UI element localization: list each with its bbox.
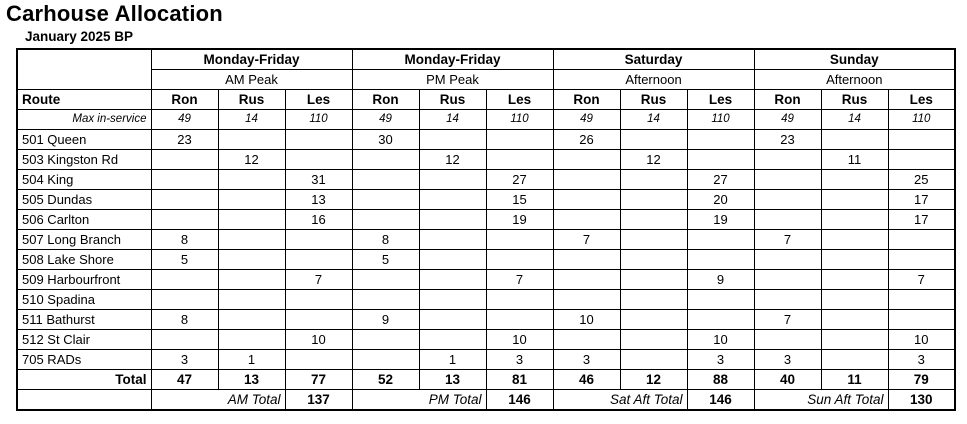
allocation-cell: 17 [888, 190, 955, 210]
allocation-cell [352, 170, 419, 190]
am-total-value: 137 [285, 390, 352, 411]
total-row-label: Total [17, 370, 151, 390]
allocation-cell [486, 290, 553, 310]
max-in-service-value: 49 [151, 110, 218, 130]
carhouse-header: Les [888, 90, 955, 110]
allocation-cell [620, 290, 687, 310]
max-in-service-value: 14 [821, 110, 888, 130]
carhouse-header: Rus [620, 90, 687, 110]
allocation-cell [687, 150, 754, 170]
route-name: 508 Lake Shore [17, 250, 151, 270]
max-in-service-value: 110 [285, 110, 352, 130]
total-value: 79 [888, 370, 955, 390]
allocation-cell [888, 250, 955, 270]
allocation-cell: 8 [151, 310, 218, 330]
route-row [17, 350, 955, 370]
allocation-cell: 8 [151, 230, 218, 250]
group-period-am-peak: AM Peak [151, 70, 352, 90]
route-row [17, 130, 955, 150]
allocation-cell: 3 [553, 350, 620, 370]
carhouse-header: Ron [151, 90, 218, 110]
period-total-row [17, 390, 955, 411]
allocation-cell: 7 [888, 270, 955, 290]
route-row [17, 230, 955, 250]
carhouse-header: Ron [553, 90, 620, 110]
allocation-cell [687, 310, 754, 330]
allocation-cell [553, 250, 620, 270]
group-day-saturday: Saturday [553, 49, 754, 70]
allocation-cell [285, 290, 352, 310]
sun-aft-total-value: 130 [888, 390, 955, 411]
allocation-cell: 27 [486, 170, 553, 190]
allocation-cell [620, 190, 687, 210]
group-day-mf-am: Monday-Friday [151, 49, 352, 70]
allocation-cell [821, 250, 888, 270]
allocation-cell: 10 [553, 310, 620, 330]
route-name: 512 St Clair [17, 330, 151, 350]
allocation-cell [419, 190, 486, 210]
route-name: 507 Long Branch [17, 230, 151, 250]
allocation-cell: 9 [352, 310, 419, 330]
carhouse-header: Les [687, 90, 754, 110]
allocation-cell [620, 270, 687, 290]
total-row [17, 370, 955, 390]
allocation-cell [218, 330, 285, 350]
allocation-cell [687, 230, 754, 250]
route-row [17, 250, 955, 270]
allocation-cell [419, 290, 486, 310]
page-subtitle: January 2025 BP [25, 29, 134, 44]
allocation-cell: 1 [218, 350, 285, 370]
route-name: 503 Kingston Rd [17, 150, 151, 170]
allocation-cell [218, 250, 285, 270]
max-in-service-label: Max in-service [17, 110, 151, 130]
route-row [17, 210, 955, 230]
allocation-cell: 25 [888, 170, 955, 190]
allocation-cell [620, 310, 687, 330]
allocation-cell [620, 170, 687, 190]
allocation-cell: 5 [151, 250, 218, 270]
allocation-cell: 7 [754, 230, 821, 250]
route-name: 511 Bathurst [17, 310, 151, 330]
group-period-pm-peak: PM Peak [352, 70, 553, 90]
allocation-cell [620, 130, 687, 150]
allocation-cell: 13 [285, 190, 352, 210]
allocation-cell: 7 [553, 230, 620, 250]
allocation-cell: 12 [218, 150, 285, 170]
route-row [17, 170, 955, 190]
allocation-cell [821, 230, 888, 250]
allocation-cell: 10 [687, 330, 754, 350]
route-row [17, 270, 955, 290]
allocation-cell [419, 270, 486, 290]
allocation-cell: 10 [285, 330, 352, 350]
allocation-cell [285, 130, 352, 150]
carhouse-header: Ron [754, 90, 821, 110]
allocation-cell [620, 210, 687, 230]
allocation-cell: 10 [888, 330, 955, 350]
allocation-cell: 7 [754, 310, 821, 330]
allocation-cell: 5 [352, 250, 419, 270]
allocation-cell [821, 310, 888, 330]
am-total-label: AM Total [151, 390, 285, 411]
group-period-sat-afternoon: Afternoon [553, 70, 754, 90]
route-row [17, 310, 955, 330]
carhouse-header: Les [486, 90, 553, 110]
allocation-cell [821, 270, 888, 290]
allocation-cell [419, 310, 486, 330]
allocation-cell [486, 130, 553, 150]
allocation-cell [151, 330, 218, 350]
allocation-cell: 8 [352, 230, 419, 250]
allocation-cell: 19 [486, 210, 553, 230]
carhouse-header: Ron [352, 90, 419, 110]
allocation-cell [754, 170, 821, 190]
allocation-cell [754, 290, 821, 310]
allocation-cell [352, 270, 419, 290]
allocation-cell: 27 [687, 170, 754, 190]
allocation-cell [151, 190, 218, 210]
allocation-cell [151, 210, 218, 230]
period-header-row [17, 70, 955, 90]
total-value: 13 [419, 370, 486, 390]
allocation-cell: 30 [352, 130, 419, 150]
allocation-cell [352, 330, 419, 350]
allocation-cell [553, 270, 620, 290]
allocation-cell [620, 330, 687, 350]
allocation-cell [352, 210, 419, 230]
allocation-cell [218, 130, 285, 150]
allocation-cell [218, 290, 285, 310]
sat-aft-total-value: 146 [687, 390, 754, 411]
allocation-cell [687, 130, 754, 150]
allocation-cell: 11 [821, 150, 888, 170]
allocation-cell: 3 [754, 350, 821, 370]
allocation-cell [821, 290, 888, 310]
allocation-cell [285, 230, 352, 250]
allocation-cell: 1 [419, 350, 486, 370]
allocation-cell [754, 150, 821, 170]
allocation-cell [553, 210, 620, 230]
allocation-cell [486, 310, 553, 330]
allocation-cell [151, 150, 218, 170]
allocation-cell [888, 310, 955, 330]
allocation-cell [754, 250, 821, 270]
allocation-cell [352, 290, 419, 310]
route-name: 509 Harbourfront [17, 270, 151, 290]
allocation-cell [486, 230, 553, 250]
total-value: 11 [821, 370, 888, 390]
max-in-service-value: 110 [888, 110, 955, 130]
day-header-row [17, 49, 955, 70]
allocation-cell [821, 330, 888, 350]
allocation-cell [285, 150, 352, 170]
allocation-cell: 17 [888, 210, 955, 230]
pm-total-label: PM Total [352, 390, 486, 411]
max-in-service-row [17, 110, 955, 130]
allocation-cell: 31 [285, 170, 352, 190]
allocation-cell: 23 [754, 130, 821, 150]
pm-total-value: 146 [486, 390, 553, 411]
allocation-cell [151, 170, 218, 190]
allocation-cell [218, 310, 285, 330]
route-row [17, 150, 955, 170]
page-title: Carhouse Allocation [6, 1, 223, 26]
allocation-cell: 15 [486, 190, 553, 210]
carhouse-allocation-table [16, 48, 956, 411]
route-name: 506 Carlton [17, 210, 151, 230]
allocation-cell: 3 [151, 350, 218, 370]
allocation-cell [553, 170, 620, 190]
allocation-cell [888, 230, 955, 250]
group-period-sun-afternoon: Afternoon [754, 70, 955, 90]
carhouse-header-row [17, 90, 955, 110]
allocation-cell [687, 250, 754, 270]
total-value: 81 [486, 370, 553, 390]
allocation-cell [821, 350, 888, 370]
allocation-cell: 16 [285, 210, 352, 230]
route-name: 504 King [17, 170, 151, 190]
allocation-cell [620, 350, 687, 370]
allocation-cell [151, 290, 218, 310]
allocation-cell [151, 270, 218, 290]
group-day-mf-pm: Monday-Friday [352, 49, 553, 70]
allocation-cell [553, 290, 620, 310]
carhouse-header: Rus [419, 90, 486, 110]
sat-aft-total-label: Sat Aft Total [553, 390, 687, 411]
route-column-header: Route [17, 90, 151, 110]
allocation-cell [754, 210, 821, 230]
carhouse-header: Rus [218, 90, 285, 110]
allocation-cell [888, 150, 955, 170]
allocation-cell [218, 170, 285, 190]
allocation-cell: 26 [553, 130, 620, 150]
group-day-sunday: Sunday [754, 49, 955, 70]
allocation-cell: 12 [620, 150, 687, 170]
allocation-cell: 3 [888, 350, 955, 370]
max-in-service-value: 14 [419, 110, 486, 130]
max-in-service-value: 110 [486, 110, 553, 130]
allocation-cell [218, 210, 285, 230]
allocation-cell [285, 350, 352, 370]
route-row [17, 290, 955, 310]
allocation-cell [821, 130, 888, 150]
total-value: 77 [285, 370, 352, 390]
route-name: 510 Spadina [17, 290, 151, 310]
allocation-cell [754, 190, 821, 210]
allocation-cell [821, 190, 888, 210]
allocation-cell [687, 290, 754, 310]
allocation-cell [419, 230, 486, 250]
allocation-cell [553, 190, 620, 210]
total-value: 88 [687, 370, 754, 390]
allocation-cell: 7 [486, 270, 553, 290]
allocation-cell [821, 170, 888, 190]
allocation-cell [419, 130, 486, 150]
allocation-cell: 3 [687, 350, 754, 370]
max-in-service-value: 49 [754, 110, 821, 130]
carhouse-header: Les [285, 90, 352, 110]
max-in-service-value: 14 [620, 110, 687, 130]
allocation-cell [352, 350, 419, 370]
allocation-cell [218, 230, 285, 250]
route-name: 501 Queen [17, 130, 151, 150]
allocation-cell [285, 250, 352, 270]
allocation-cell: 12 [419, 150, 486, 170]
allocation-cell [218, 270, 285, 290]
allocation-cell [888, 290, 955, 310]
allocation-cell: 19 [687, 210, 754, 230]
total-value: 52 [352, 370, 419, 390]
sun-aft-total-label: Sun Aft Total [754, 390, 888, 411]
allocation-cell: 10 [486, 330, 553, 350]
allocation-cell [352, 190, 419, 210]
max-in-service-value: 49 [553, 110, 620, 130]
allocation-cell [888, 130, 955, 150]
max-in-service-value: 14 [218, 110, 285, 130]
route-name: 705 RADs [17, 350, 151, 370]
total-value: 12 [620, 370, 687, 390]
allocation-cell [419, 330, 486, 350]
carhouse-header: Rus [821, 90, 888, 110]
period-total-blank-cell [17, 390, 151, 411]
allocation-cell: 3 [486, 350, 553, 370]
route-name: 505 Dundas [17, 190, 151, 210]
allocation-cell [419, 250, 486, 270]
allocation-cell: 9 [687, 270, 754, 290]
allocation-cell [553, 330, 620, 350]
allocation-cell [754, 270, 821, 290]
allocation-cell [821, 210, 888, 230]
total-value: 13 [218, 370, 285, 390]
allocation-cell [486, 250, 553, 270]
total-value: 40 [754, 370, 821, 390]
allocation-cell [620, 230, 687, 250]
allocation-cell [352, 150, 419, 170]
route-row [17, 190, 955, 210]
allocation-cell [218, 190, 285, 210]
corner-cell [17, 49, 151, 90]
allocation-cell [419, 170, 486, 190]
allocation-cell [754, 330, 821, 350]
allocation-cell [285, 310, 352, 330]
route-row [17, 330, 955, 350]
max-in-service-value: 49 [352, 110, 419, 130]
allocation-cell: 7 [285, 270, 352, 290]
allocation-cell [419, 210, 486, 230]
allocation-cell [486, 150, 553, 170]
allocation-cell [620, 250, 687, 270]
allocation-cell: 23 [151, 130, 218, 150]
total-value: 47 [151, 370, 218, 390]
total-value: 46 [553, 370, 620, 390]
max-in-service-value: 110 [687, 110, 754, 130]
allocation-cell: 20 [687, 190, 754, 210]
allocation-cell [553, 150, 620, 170]
